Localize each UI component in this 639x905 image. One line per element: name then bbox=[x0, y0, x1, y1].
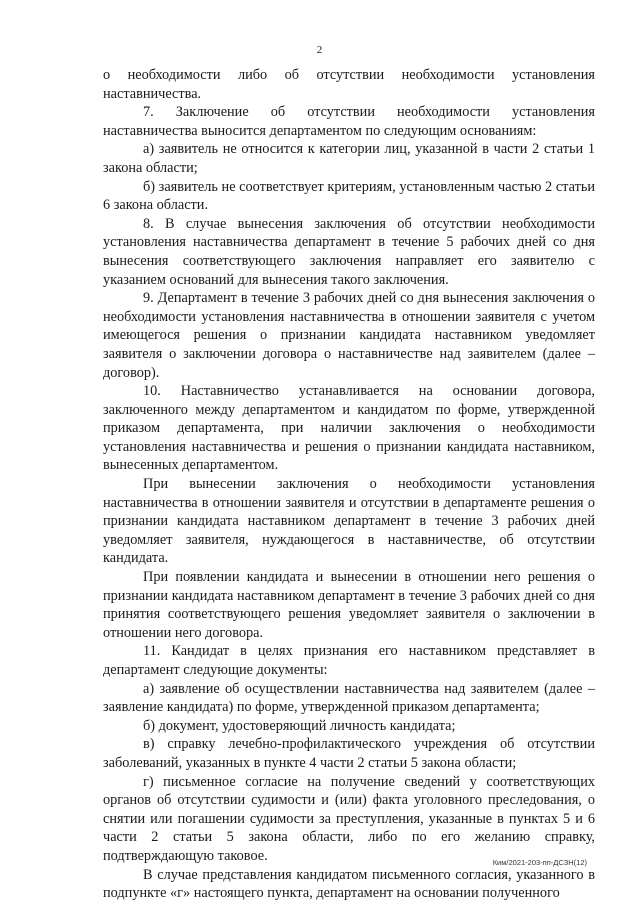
paragraph: 7. Заключение об отсутствии необходимости установления наставничества выносится департаментом по следующим основаниям: bbox=[103, 104, 595, 139]
paragraph: о необходимости либо об отсутствии необходимости установления наставничества. bbox=[103, 67, 595, 102]
paragraph: 9. Департамент в течение 3 рабочих дней со дня вынесения заключения о необходимости установления наставничества в отношении заявителя с учетом имеющегося решения о признании кандидата наставником уведомляет заявителя о заключении договора о наставничестве над заявителем (далее – договор). bbox=[103, 290, 595, 381]
document-body bbox=[103, 66, 595, 903]
page-number: 2 bbox=[316, 44, 323, 56]
paragraph: В случае представления кандидатом письменного согласия, указанного в подпункте «г» настоящего пункта, департамент на основании полученного bbox=[103, 866, 595, 902]
paragraph: 10. Наставничество устанавливается на основании договора, заключенного между департаментом и кандидатом по форме, утвержденной приказом департамента, при наличии заключения о необходимости установления наставничества и решения о признании кандидата наставником, вынесенных департаментом. bbox=[103, 383, 595, 474]
document-code: Ким/2021-203-пп-ДСЗН(12) bbox=[492, 858, 587, 867]
paragraph: 8. В случае вынесения заключения об отсутствии необходимости установления наставничества департамент в течение 5 рабочих дней со дня вынесения соответствующего заключения направляет его заявителю с указанием оснований для вынесения такого заключения. bbox=[103, 215, 595, 288]
paragraph: б) заявитель не соответствует критериям, установленным частью 2 статьи 6 закона области. bbox=[103, 178, 595, 214]
paragraph: б) документ, удостоверяющий личность кандидата; bbox=[143, 717, 456, 734]
paragraph: При появлении кандидата и вынесении в отношении него решения о признании кандидата наставником департамент в течение 3 рабочих дней со дня принятия соответствующего решения уведомляет заявителя о заключении в отношении него договора. bbox=[103, 569, 595, 641]
paragraph: 11. Кандидат в целях признания его наставником представляет в департамент следующие документы: bbox=[103, 643, 595, 678]
paragraph: а) заявитель не относится к категории лиц, указанной в части 2 статьи 1 закона области; bbox=[103, 141, 595, 176]
paragraph: в) справку лечебно-профилактического учреждения об отсутствии заболеваний, указанных в пункте 4 части 2 статьи 5 закона области; bbox=[103, 736, 595, 771]
paragraph: а) заявление об осуществлении наставничества над заявителем (далее – заявление кандидата) по форме, утвержденной приказом департамента; bbox=[103, 680, 595, 716]
paragraph: г) письменное согласие на получение сведений у соответствующих органов об отсутствии судимости и (или) факта уголовного преследования, о снятии или погашении судимости за преступления, указанные в пунктах 5 и 6 части 2 статьи 5 закона области, либо по его желанию справку, подтверждающую таковое. bbox=[103, 773, 595, 864]
paragraph: При вынесении заключения о необходимости установления наставничества в отношении заявителя и отсутствии в департаменте решения о признании кандидата наставником департамент в течение 3 рабочих дней уведомляет заявителя, нуждающегося в наставничестве, об отсутствии кандидата. bbox=[103, 476, 595, 567]
